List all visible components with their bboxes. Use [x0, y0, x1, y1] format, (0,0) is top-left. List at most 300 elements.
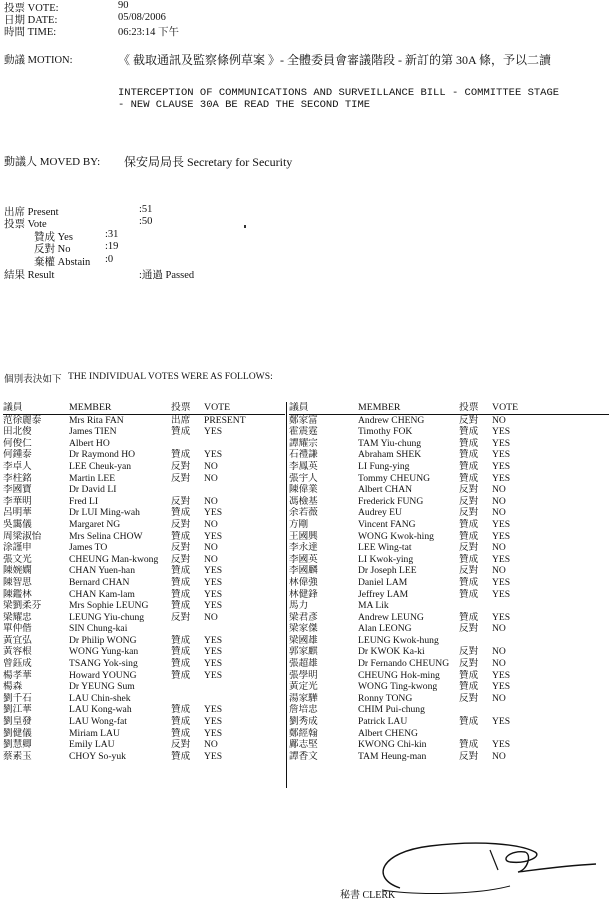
vote-count-value: :50	[139, 216, 153, 227]
member-name-english: Bernard CHAN	[69, 576, 130, 588]
vote-chinese: 贊成	[171, 727, 191, 739]
vote-chinese: 贊成	[459, 472, 479, 484]
member-name-chinese: 林健鋒	[289, 588, 318, 600]
vote-english: YES	[204, 530, 223, 542]
member-name-english: Fred LI	[69, 495, 99, 507]
vote-english	[492, 704, 609, 716]
present-value: :51	[139, 204, 153, 215]
member-vote-row	[3, 670, 285, 682]
vote-chinese: 反對	[459, 658, 479, 670]
vote-chinese: 贊成	[171, 600, 191, 612]
member-name-chinese: 譚耀宗	[289, 437, 318, 449]
member-name-chinese: 陳婉嫻	[3, 565, 32, 577]
member-name-english: Andrew CHENG	[358, 414, 425, 426]
member-name-english: James TO	[69, 542, 108, 554]
member-vote-row	[289, 704, 609, 716]
member-name-english: LI Kwok-ying	[358, 553, 414, 565]
vote-english: NO	[492, 750, 506, 762]
vote-chinese: 贊成	[171, 634, 191, 646]
vote-english: NO	[492, 658, 506, 670]
no-label: 反對 No	[34, 244, 71, 255]
member-vote-row	[289, 635, 609, 647]
vote-chinese: 贊成	[171, 449, 191, 461]
vote-chinese: 贊成	[171, 669, 191, 681]
vote-chinese: 反對	[459, 484, 479, 496]
vote-chinese: 反對	[459, 750, 479, 762]
member-name-chinese: 李永達	[289, 542, 318, 554]
member-name-english: Dr YEUNG Sum	[69, 681, 135, 693]
member-vote-row	[3, 461, 285, 473]
scan-speck	[244, 225, 246, 228]
member-vote-row	[289, 670, 609, 682]
member-name-chinese: 梁君彥	[289, 611, 318, 623]
vote-english: YES	[492, 472, 511, 484]
member-name-english: CHAN Yuen-han	[69, 565, 135, 577]
vote-english: YES	[204, 646, 223, 658]
vote-chinese	[459, 728, 492, 740]
member-name-chinese: 楊孝華	[3, 669, 32, 681]
vote-english: YES	[204, 727, 223, 739]
member-vote-row	[3, 473, 285, 485]
result-label: 結果 Result	[4, 270, 55, 281]
member-vote-row	[289, 589, 609, 601]
vote-english	[204, 623, 285, 635]
member-name-english: Audrey EU	[358, 507, 402, 519]
vote-english: NO	[204, 542, 218, 554]
vote-chinese: 贊成	[459, 739, 479, 751]
time-value: 06:23:14 下午	[118, 27, 179, 38]
member-name-chinese: 曾鈺成	[3, 658, 32, 670]
member-name-english: Dr Joseph LEE	[358, 565, 417, 577]
member-name-english: Dr David LI	[69, 484, 117, 496]
member-name-english: Emily LAU	[69, 739, 115, 751]
vote-english	[492, 600, 609, 612]
member-name-chinese: 李華明	[3, 495, 32, 507]
votes-table-left	[3, 402, 285, 762]
vote-english: YES	[204, 507, 223, 519]
clerk-signature	[360, 830, 600, 900]
vote-chinese: 反對	[171, 611, 191, 623]
member-name-english: Daniel LAM	[358, 576, 408, 588]
votes-table-right	[289, 402, 609, 762]
member-name-chinese: 黃宜弘	[3, 634, 32, 646]
vote-chinese: 贊成	[171, 704, 191, 716]
vote-english: YES	[492, 588, 511, 600]
member-name-english: Howard YOUNG	[69, 669, 137, 681]
member-name-english: LAU Chin-shek	[69, 692, 131, 704]
vote-chinese: 反對	[459, 414, 479, 426]
vote-english: YES	[492, 530, 511, 542]
vote-english: YES	[492, 716, 511, 728]
member-name-chinese: 鄭經翰	[289, 727, 318, 739]
member-name-english: Dr KWOK Ka-ki	[358, 646, 425, 658]
votes-table-left-header	[3, 402, 285, 414]
vote-english: NO	[204, 495, 218, 507]
member-name-english: WONG Yung-kan	[69, 646, 139, 658]
vote-chinese: 贊成	[459, 460, 479, 472]
vote-english: YES	[204, 426, 223, 438]
member-vote-row	[289, 612, 609, 624]
vote-english: YES	[492, 437, 511, 449]
member-name-chinese: 梁國雄	[289, 634, 318, 646]
abstain-label: 棄權 Abstain	[34, 257, 91, 268]
member-name-english: Alan LEONG	[358, 623, 412, 635]
member-name-english: Albert CHENG	[358, 727, 418, 739]
member-name-chinese: 王國興	[289, 530, 318, 542]
member-name-english: Andrew LEUNG	[358, 611, 424, 623]
member-name-chinese: 李國寶	[3, 484, 32, 496]
vote-english: NO	[492, 542, 506, 554]
member-name-english: TAM Heung-man	[358, 750, 427, 762]
member-vote-row	[3, 589, 285, 601]
vote-chinese	[171, 681, 204, 693]
member-name-chinese: 黃定光	[289, 681, 318, 693]
member-name-chinese: 劉皇發	[3, 716, 32, 728]
vote-english: YES	[492, 518, 511, 530]
member-name-chinese: 張超雄	[289, 658, 318, 670]
present-label: 出席 Present	[4, 207, 59, 218]
vote-chinese: 反對	[459, 565, 479, 577]
vote-chinese: 反對	[459, 623, 479, 635]
vote-chinese: 反對	[171, 553, 191, 565]
vote-chinese: 反對	[459, 507, 479, 519]
member-vote-row	[289, 531, 609, 543]
vote-english: YES	[492, 681, 511, 693]
vote-chinese: 反對	[459, 646, 479, 658]
motion-title-chinese: 《 截取通訊及監察條例草案 》- 全體委員會審議階段 - 新訂的第 30A 條，予以二讀	[118, 53, 551, 67]
vote-english: YES	[204, 600, 223, 612]
vote-chinese	[459, 704, 492, 716]
member-name-chinese: 余若薇	[289, 507, 318, 519]
column-header-vote-cn: 投票	[171, 402, 204, 414]
column-header-member-cn: 議員	[3, 402, 69, 414]
member-name-chinese: 楊森	[3, 681, 23, 693]
vote-number-value: 90	[118, 0, 129, 11]
vote-english: NO	[492, 565, 506, 577]
member-vote-row	[3, 716, 285, 728]
vote-chinese	[459, 600, 492, 612]
member-vote-row	[289, 600, 609, 612]
vote-chinese: 贊成	[459, 716, 479, 728]
member-vote-row	[3, 519, 285, 531]
vote-english: YES	[492, 460, 511, 472]
vote-english: YES	[204, 704, 223, 716]
member-name-english: SIN Chung-kai	[69, 623, 128, 635]
vote-english: YES	[204, 658, 223, 670]
member-name-chinese: 梁家傑	[289, 623, 318, 635]
member-name-english: Jeffrey LAM	[358, 588, 409, 600]
vote-chinese: 反對	[171, 739, 191, 751]
yes-value: :31	[105, 229, 119, 240]
member-vote-row	[3, 484, 285, 496]
vote-english	[492, 635, 609, 647]
member-vote-row	[3, 681, 285, 693]
member-vote-row	[3, 565, 285, 577]
member-name-english: CHOY So-yuk	[69, 750, 126, 762]
member-name-english: Timothy FOK	[358, 426, 413, 438]
member-name-english: Mrs Sophie LEUNG	[69, 600, 149, 612]
member-name-chinese: 蔡素玉	[3, 750, 32, 762]
vote-chinese: 贊成	[171, 565, 191, 577]
member-name-english: Abraham SHEK	[358, 449, 422, 461]
vote-chinese: 贊成	[459, 588, 479, 600]
vote-english: YES	[492, 669, 511, 681]
vote-chinese: 反對	[459, 495, 479, 507]
member-vote-row	[3, 449, 285, 461]
vote-english: YES	[204, 576, 223, 588]
vote-chinese: 反對	[171, 460, 191, 472]
vote-english: YES	[492, 553, 511, 565]
vote-english: YES	[204, 750, 223, 762]
vote-chinese: 贊成	[459, 553, 479, 565]
member-vote-row	[289, 519, 609, 531]
member-vote-row	[289, 484, 609, 496]
vote-english: NO	[204, 518, 218, 530]
member-vote-row	[3, 739, 285, 751]
vote-english: YES	[204, 669, 223, 681]
vote-english: YES	[204, 588, 223, 600]
vote-chinese: 贊成	[171, 576, 191, 588]
vote-english: NO	[204, 460, 218, 472]
member-vote-row	[289, 751, 609, 763]
votes-table-right-header	[289, 402, 609, 414]
date-value: 05/08/2006	[118, 12, 166, 23]
vote-english	[204, 681, 285, 693]
column-header-member-cn: 議員	[289, 402, 358, 414]
member-name-chinese: 劉千石	[3, 692, 32, 704]
member-name-english: WONG Kwok-hing	[358, 530, 434, 542]
member-vote-row	[3, 693, 285, 705]
motion-label: 動議 MOTION:	[4, 55, 73, 66]
individual-votes-heading-chinese: 個別表決如下	[4, 374, 62, 385]
member-vote-row	[3, 577, 285, 589]
result-value: :通過 Passed	[139, 270, 195, 281]
member-name-chinese: 劉慧卿	[3, 739, 32, 751]
vote-chinese: 贊成	[171, 588, 191, 600]
vote-chinese: 贊成	[171, 530, 191, 542]
member-name-english: Tommy CHEUNG	[358, 472, 431, 484]
vote-english: NO	[492, 414, 506, 426]
member-name-english: Dr LUI Ming-wah	[69, 507, 140, 519]
member-vote-row	[289, 728, 609, 740]
member-name-english: TSANG Yok-sing	[69, 658, 138, 670]
member-name-chinese: 田北俊	[3, 426, 32, 438]
member-vote-row	[3, 646, 285, 658]
vote-chinese: 贊成	[459, 669, 479, 681]
vote-chinese: 贊成	[171, 507, 191, 519]
member-name-chinese: 呂明華	[3, 507, 32, 519]
member-name-chinese: 陳智思	[3, 576, 32, 588]
member-name-chinese: 霍震霆	[289, 426, 318, 438]
member-name-chinese: 李柱銘	[3, 472, 32, 484]
vote-chinese: 贊成	[459, 426, 479, 438]
vote-count-label: 投票 Vote	[4, 219, 47, 230]
member-name-chinese: 黃容根	[3, 646, 32, 658]
individual-votes-heading-english: THE INDIVIDUAL VOTES WERE AS FOLLOWS:	[68, 371, 273, 382]
member-vote-row	[289, 739, 609, 751]
member-vote-row	[3, 635, 285, 647]
vote-english	[204, 693, 285, 705]
member-vote-row	[3, 542, 285, 554]
vote-english: YES	[492, 739, 511, 751]
member-vote-row	[3, 600, 285, 612]
member-name-english: WONG Ting-kwong	[358, 681, 438, 693]
vote-english: YES	[204, 634, 223, 646]
member-name-english: Albert HO	[69, 437, 110, 449]
column-header-vote-cn: 投票	[459, 402, 492, 414]
vote-number-label: 投票 VOTE:	[4, 3, 59, 14]
vote-chinese: 贊成	[459, 437, 479, 449]
member-vote-row	[3, 496, 285, 508]
member-vote-row	[3, 658, 285, 670]
vote-chinese: 反對	[171, 542, 191, 554]
vote-chinese: 贊成	[171, 716, 191, 728]
vote-english: NO	[492, 507, 506, 519]
member-name-chinese: 張宇人	[289, 472, 318, 484]
member-name-chinese: 李國麟	[289, 565, 318, 577]
member-vote-row	[3, 438, 285, 450]
member-name-english: CHAN Kam-lam	[69, 588, 135, 600]
member-name-chinese: 劉秀成	[289, 716, 318, 728]
vote-chinese: 反對	[171, 518, 191, 530]
vote-english: YES	[492, 576, 511, 588]
member-name-chinese: 李卓人	[3, 460, 32, 472]
column-header-vote-en: VOTE	[204, 402, 285, 414]
member-name-english: James TIEN	[69, 426, 117, 438]
member-name-chinese: 鄭家富	[289, 414, 318, 426]
vote-english: NO	[204, 739, 218, 751]
vote-english	[204, 438, 285, 450]
member-name-chinese: 詹培忠	[289, 704, 318, 716]
member-name-english: Mrs Selina CHOW	[69, 530, 143, 542]
vote-chinese	[171, 623, 204, 635]
member-name-english: LEE Wing-tat	[358, 542, 412, 554]
member-vote-row	[3, 414, 285, 426]
member-name-english: Martin LEE	[69, 472, 116, 484]
vote-chinese: 贊成	[459, 576, 479, 588]
member-name-chinese: 湯家驊	[289, 692, 318, 704]
vote-chinese: 贊成	[459, 681, 479, 693]
yes-label: 贊成 Yes	[34, 232, 73, 243]
member-vote-row	[289, 438, 609, 450]
member-vote-row	[289, 646, 609, 658]
member-name-english: Patrick LAU	[358, 716, 408, 728]
member-vote-row	[289, 507, 609, 519]
member-name-chinese: 范徐麗泰	[3, 414, 42, 426]
member-name-chinese: 譚香文	[289, 750, 318, 762]
vote-chinese: 反對	[171, 472, 191, 484]
member-name-english: Dr Fernando CHEUNG	[358, 658, 450, 670]
member-name-chinese: 梁耀忠	[3, 611, 32, 623]
column-divider	[286, 402, 287, 788]
vote-english	[492, 728, 609, 740]
member-vote-row	[3, 704, 285, 716]
member-name-english: Miriam LAU	[69, 727, 120, 739]
vote-english: NO	[204, 553, 218, 565]
member-name-english: CHEUNG Hok-ming	[358, 669, 440, 681]
member-name-chinese: 馮檢基	[289, 495, 318, 507]
vote-chinese: 出席	[171, 414, 191, 426]
no-value: :19	[105, 241, 119, 252]
member-vote-row	[289, 554, 609, 566]
member-vote-row	[289, 716, 609, 728]
vote-chinese: 反對	[459, 692, 479, 704]
date-label: 日期 DATE:	[4, 15, 58, 26]
member-name-chinese: 張文光	[3, 553, 32, 565]
member-name-english: MA Lik	[358, 600, 389, 612]
member-name-english: LEE Cheuk-yan	[69, 460, 132, 472]
member-vote-row	[289, 542, 609, 554]
member-vote-row	[3, 751, 285, 763]
member-vote-row	[3, 728, 285, 740]
member-name-english: KWONG Chi-kin	[358, 739, 427, 751]
abstain-value: :0	[105, 254, 114, 265]
motion-title-english-line-2: - NEW CLAUSE 30A BE READ THE SECOND TIME	[118, 99, 371, 111]
vote-chinese	[171, 484, 204, 496]
member-name-chinese: 劉健儀	[3, 727, 32, 739]
member-vote-row	[289, 449, 609, 461]
motion-title-english-line-1: INTERCEPTION OF COMMUNICATIONS AND SURVEILLANCE BILL - COMMITTEE STAGE	[118, 87, 560, 99]
vote-chinese: 贊成	[459, 530, 479, 542]
vote-english: NO	[204, 611, 218, 623]
member-vote-row	[289, 426, 609, 438]
member-name-chinese: 石禮謙	[289, 449, 318, 461]
member-name-english: Frederick FUNG	[358, 495, 424, 507]
member-name-chinese: 梁劉柔芬	[3, 600, 42, 612]
member-vote-row	[3, 554, 285, 566]
vote-english: YES	[204, 449, 223, 461]
member-name-chinese: 郭家麒	[289, 646, 318, 658]
member-name-english: Dr Philip WONG	[69, 634, 137, 646]
member-name-english: Ronny TONG	[358, 692, 413, 704]
vote-chinese: 贊成	[171, 658, 191, 670]
member-name-english: Vincent FANG	[358, 518, 416, 530]
member-vote-row	[289, 473, 609, 485]
clerk-label: 秘書 CLERK	[340, 890, 396, 901]
member-name-english: Margaret NG	[69, 518, 121, 530]
vote-english: NO	[492, 692, 506, 704]
vote-english: NO	[492, 646, 506, 658]
vote-chinese: 贊成	[459, 518, 479, 530]
member-name-english: LI Fung-ying	[358, 460, 410, 472]
member-name-english: LEUNG Yiu-chung	[69, 611, 145, 623]
vote-chinese	[459, 635, 492, 647]
vote-chinese: 贊成	[171, 426, 191, 438]
member-name-english: Albert CHAN	[358, 484, 413, 496]
vote-chinese: 反對	[459, 542, 479, 554]
vote-chinese: 贊成	[459, 611, 479, 623]
vote-chinese: 贊成	[171, 646, 191, 658]
member-name-chinese: 張學明	[289, 669, 318, 681]
vote-english	[204, 484, 285, 496]
member-vote-row	[289, 496, 609, 508]
member-name-english: Dr Raymond HO	[69, 449, 136, 461]
vote-chinese	[171, 438, 204, 450]
vote-english: YES	[492, 449, 511, 461]
member-name-chinese: 鄺志堅	[289, 739, 318, 751]
mover-value: 保安局局長 Secretary for Security	[124, 155, 293, 169]
member-vote-row	[3, 623, 285, 635]
member-name-english: CHIM Pui-chung	[358, 704, 425, 716]
vote-chinese	[171, 693, 204, 705]
member-vote-row	[3, 507, 285, 519]
member-vote-row	[3, 531, 285, 543]
member-name-chinese: 陳鑑林	[3, 588, 32, 600]
column-header-member-en: MEMBER	[69, 402, 171, 414]
member-name-english: LAU Wong-fat	[69, 716, 127, 728]
vote-english: NO	[204, 472, 218, 484]
member-name-chinese: 周梁淑怡	[3, 530, 42, 542]
